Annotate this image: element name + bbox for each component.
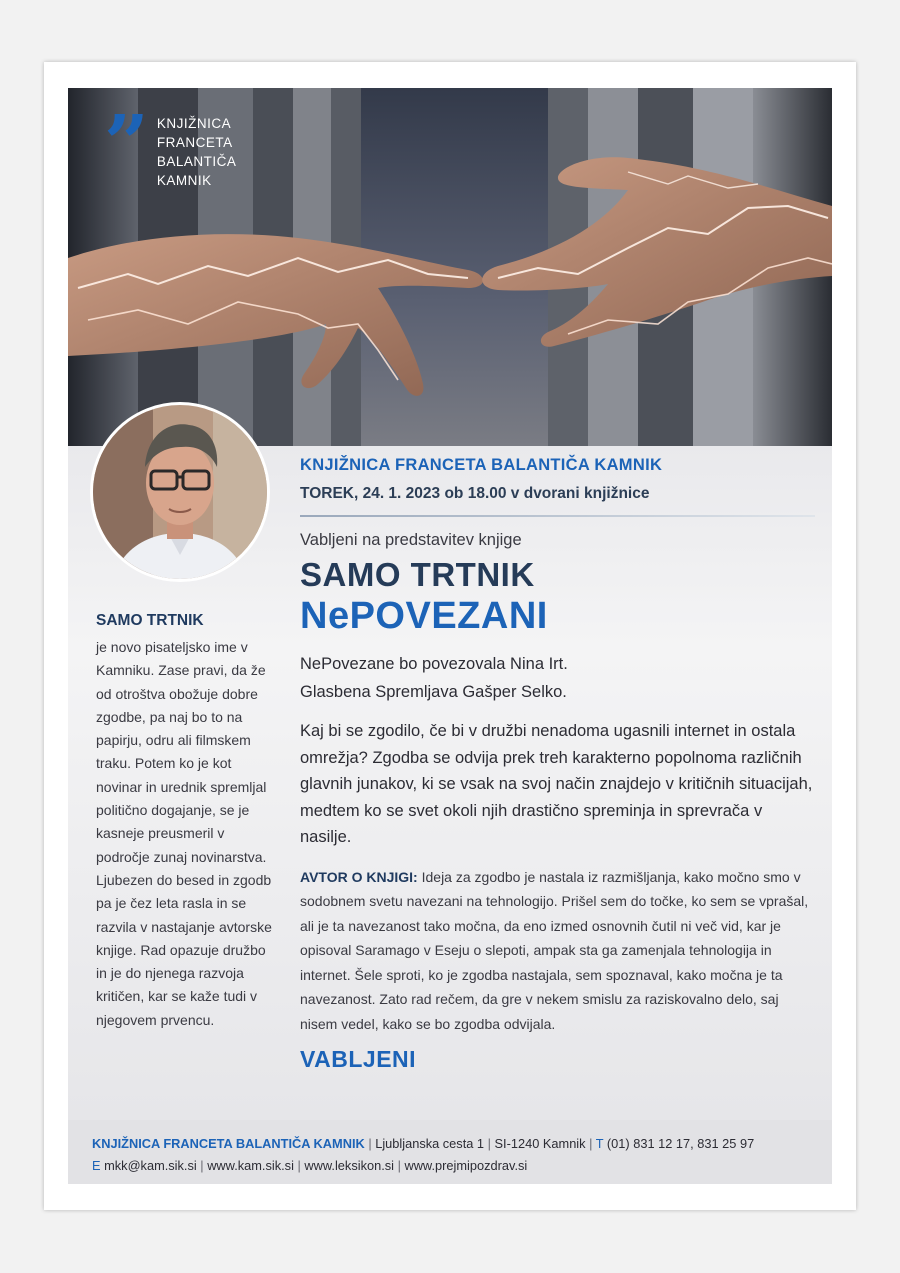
bio-author-name: SAMO TRTNIK — [96, 612, 204, 629]
quote-mark-logo: ” — [104, 114, 143, 164]
logo-line: KAMNIK — [156, 173, 212, 188]
invite-line: Vabljeni na predstavitev knjige — [300, 531, 522, 549]
phone-label: T — [595, 1136, 604, 1151]
music-line: Glasbena Spremljava Gašper Selko. — [300, 683, 567, 701]
event-details — [300, 456, 815, 1073]
host-line: NePovezane bo povezovala Nina Irt. — [300, 655, 568, 673]
footer-phone: (01) 831 12 17, 831 25 97 — [606, 1136, 755, 1151]
logo-line: KNJIŽNICA — [156, 116, 232, 131]
footer-postal: SI-1240 Kamnik — [494, 1136, 586, 1151]
author-headline: SAMO TRTNIK — [300, 556, 535, 593]
book-title: NePOVEZANI — [300, 595, 548, 637]
event-hosts — [300, 650, 815, 706]
book-blurb: Kaj bi se zgodilo, če bi v družbi nenadoma ugasnili internet in ostala omrežja? Zgodba se odvija prek treh karakterno popolnoma različnih glavnih junakov, ki se vsak na svoj način znajdejo v kritičnih situacijah, medtem ko se svet okoli njih drastično spreminja in sprevrača v nasilje. — [300, 722, 813, 846]
organizer-heading: KNJIŽNICA FRANCETA BALANTIČA KAMNIK — [300, 456, 663, 474]
closing-invite: VABLJENI — [300, 1046, 417, 1072]
author-note-label: AVTOR O KNJIGI: — [300, 868, 418, 885]
logo-line: FRANCETA — [156, 135, 233, 150]
divider — [300, 515, 815, 517]
footer-email[interactable]: mkk@kam.sik.si — [104, 1158, 197, 1173]
event-datetime: TOREK, 24. 1. 2023 ob 18.00 v dvorani knjižnice — [300, 485, 650, 502]
bio-text: je novo pisateljsko ime v Kamniku. Zase pravi, da že od otroštva obožuje dobre zgodbe, pa naj bo to na papirju, odru ali filmskem traku. Potem ko je kot novinar in urednik spremljal politično dogajanje, se je kasneje preusmeril v področje zunaj novinarstva. Ljubezen do besed in zgodb pa je čez leta rasla in se razvila v nastajanje avtorske knjige. Rad opazuje družbo in je do njenega razvoja kritičen, kar se kaže tudi v njegovem prvencu. — [96, 639, 272, 1028]
footer-link[interactable]: www.leksikon.si — [304, 1158, 394, 1173]
author-portrait — [90, 402, 270, 582]
logo-line: BALANTIČA — [156, 154, 237, 169]
author-bio — [96, 612, 276, 1032]
footer-line-2: E mkk@kam.sik.si | www.kam.sik.si | www.leksikon.si | www.prejmipozdrav.si — [92, 1158, 528, 1173]
logo-wordmark — [157, 114, 237, 190]
author-about-book — [300, 865, 815, 1037]
footer-org: KNJIŽNICA FRANCETA BALANTIČA KAMNIK — [92, 1136, 365, 1151]
portrait-illustration — [93, 405, 267, 579]
footer-line-1: KNJIŽNICA FRANCETA BALANTIČA KAMNIK | Ljubljanska cesta 1 | SI-1240 Kamnik | T (01) 831 12 17, 831 25 97 — [92, 1136, 755, 1151]
footer-link[interactable]: www.prejmipozdrav.si — [404, 1158, 528, 1173]
email-label: E — [92, 1158, 101, 1173]
contact-footer — [68, 1120, 832, 1184]
author-note-text: Ideja za zgodbo je nastala iz razmišljanja, kako močno smo v sodobnem svetu navezani na tehnologijo. Prišel sem do točke, ko sem se vprašal, ali je ta navezanost tako močna, da eno izmed osnovnih čutil ni več vid, kar je opisoval Saramago v Eseju o slepoti, ampak sta ga zamenjala tehnologija in internet. Šele sproti, ko je zgodba nastajala, sem spoznaval, kako močna je ta navezanost. Zato rad rečem, da gre v nekem smislu za raziskovalno delo, saj nisem vedel, kako se bo zgodba odvijala. — [300, 868, 809, 1032]
footer-link[interactable]: www.kam.sik.si — [207, 1158, 294, 1173]
library-logo — [104, 114, 236, 190]
footer-address: Ljubljanska cesta 1 — [375, 1136, 485, 1151]
